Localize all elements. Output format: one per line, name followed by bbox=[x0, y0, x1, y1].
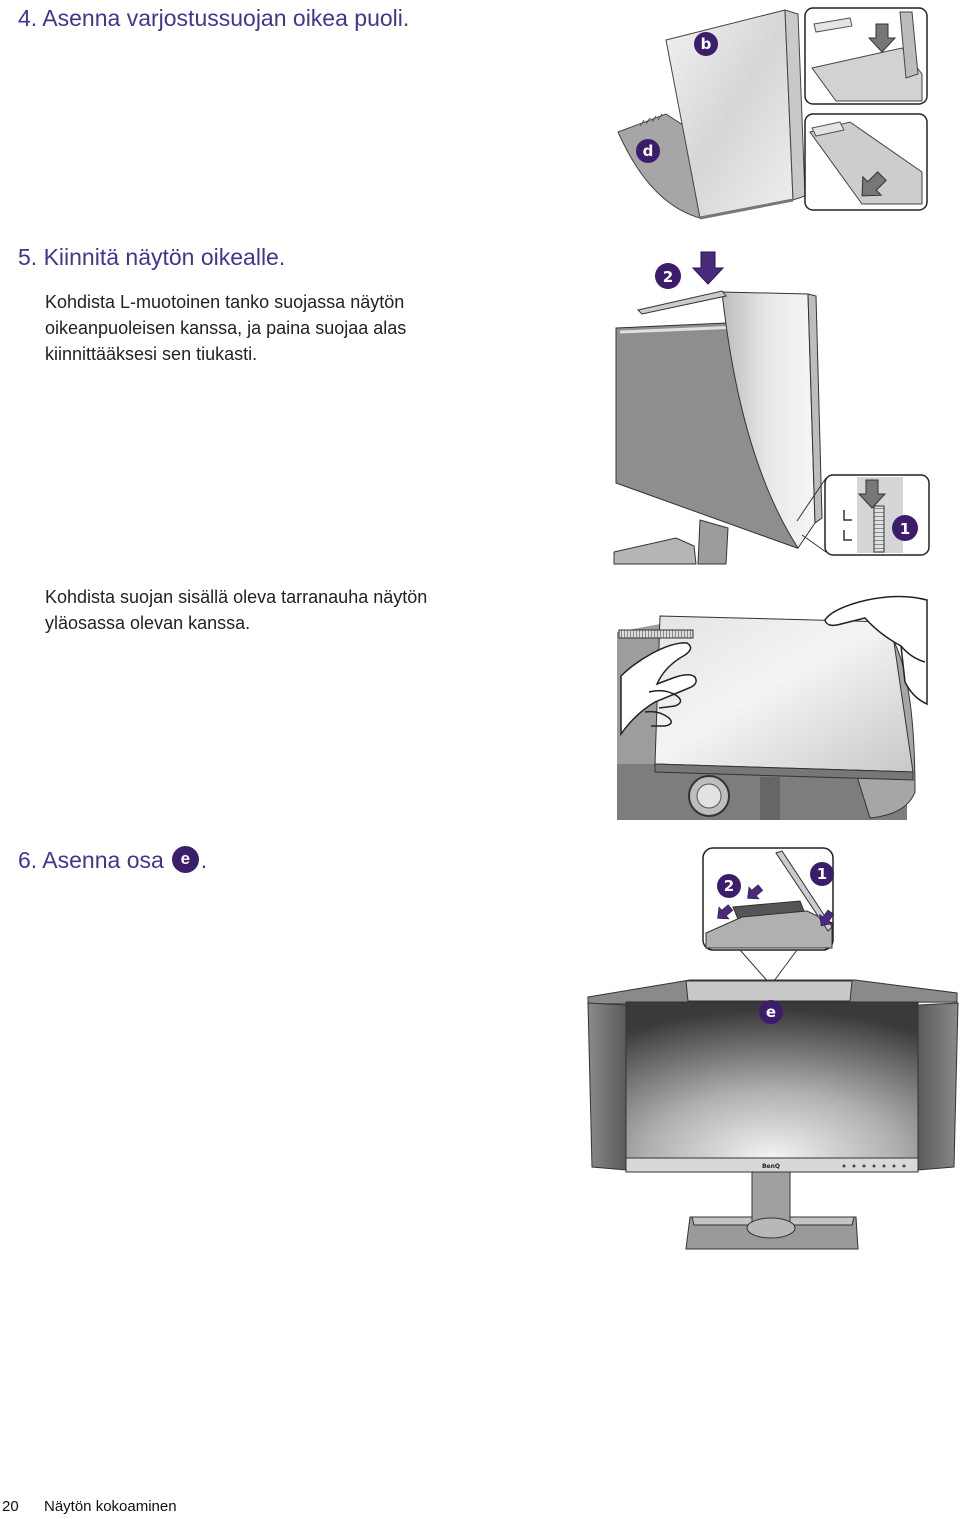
part-e-badge: e bbox=[172, 846, 199, 873]
step5-instruction-2 bbox=[45, 584, 427, 636]
svg-text:1: 1 bbox=[816, 865, 828, 883]
down-arrow-icon bbox=[693, 252, 723, 284]
part-e-plate bbox=[686, 981, 852, 1001]
figure-install-part-e bbox=[582, 845, 960, 1255]
svg-text:d: d bbox=[642, 142, 654, 160]
monitor-velcro-strip bbox=[619, 630, 693, 638]
shade-top-rod bbox=[638, 291, 726, 314]
detail-inset-bottom bbox=[805, 114, 927, 210]
badge-d bbox=[636, 139, 660, 163]
shade-right-side bbox=[918, 1003, 958, 1170]
instruction-line: oikeanpuoleisen kanssa, ja paina suojaa alas bbox=[45, 318, 407, 338]
detail-inset-top bbox=[805, 8, 927, 104]
stand-neck bbox=[760, 777, 780, 820]
instruction-line: kiinnittääksesi sen tiukasti. bbox=[45, 344, 258, 364]
monitor-logo: BenQ bbox=[761, 1163, 781, 1170]
stand-collar bbox=[747, 1218, 795, 1238]
svg-text:2: 2 bbox=[723, 877, 735, 895]
shade-left-side bbox=[588, 1003, 626, 1170]
badge-2 bbox=[655, 263, 681, 289]
section-title: Näytön kokoaminen bbox=[44, 1498, 177, 1515]
step5-instruction-1 bbox=[45, 289, 406, 367]
badge-e bbox=[759, 1000, 783, 1024]
page-number: 20 bbox=[2, 1498, 19, 1515]
figure-attach-right bbox=[612, 248, 932, 564]
svg-text:b: b bbox=[700, 35, 712, 53]
step5-heading: 5. Kiinnitä näytön oikealle. bbox=[18, 244, 286, 270]
inset-connector bbox=[802, 535, 826, 552]
velcro-strip bbox=[874, 506, 884, 552]
stand-cable-hole-inner bbox=[697, 784, 721, 808]
instruction-line: yläosassa olevan kanssa. bbox=[45, 613, 251, 633]
shade-top-panel bbox=[655, 616, 913, 772]
step4-heading: 4. Asenna varjostussuojan oikea puoli. bbox=[18, 5, 410, 31]
monitor-screen bbox=[626, 1002, 918, 1158]
svg-text:e: e bbox=[765, 1003, 777, 1021]
stand-neck bbox=[698, 520, 728, 564]
instruction-line: Kohdista L-muotoinen tanko suojassa näytön bbox=[45, 292, 405, 312]
svg-text:1: 1 bbox=[899, 520, 911, 538]
badge-2 bbox=[717, 874, 741, 898]
step6-heading-suffix: . bbox=[200, 847, 208, 873]
stand-base bbox=[614, 538, 696, 564]
instruction-line: Kohdista suojan sisällä oleva tarranauha näytön bbox=[45, 587, 428, 607]
badge-1 bbox=[810, 862, 834, 886]
badge-1 bbox=[892, 515, 918, 541]
step6-heading bbox=[18, 845, 207, 875]
figure-align-velcro bbox=[615, 592, 930, 822]
step6-heading-text: 6. Asenna osa bbox=[18, 847, 164, 873]
figure-right-side-shade bbox=[600, 4, 930, 226]
badge-b bbox=[694, 32, 718, 56]
detail-inset bbox=[825, 475, 929, 555]
svg-text:2: 2 bbox=[662, 268, 674, 286]
